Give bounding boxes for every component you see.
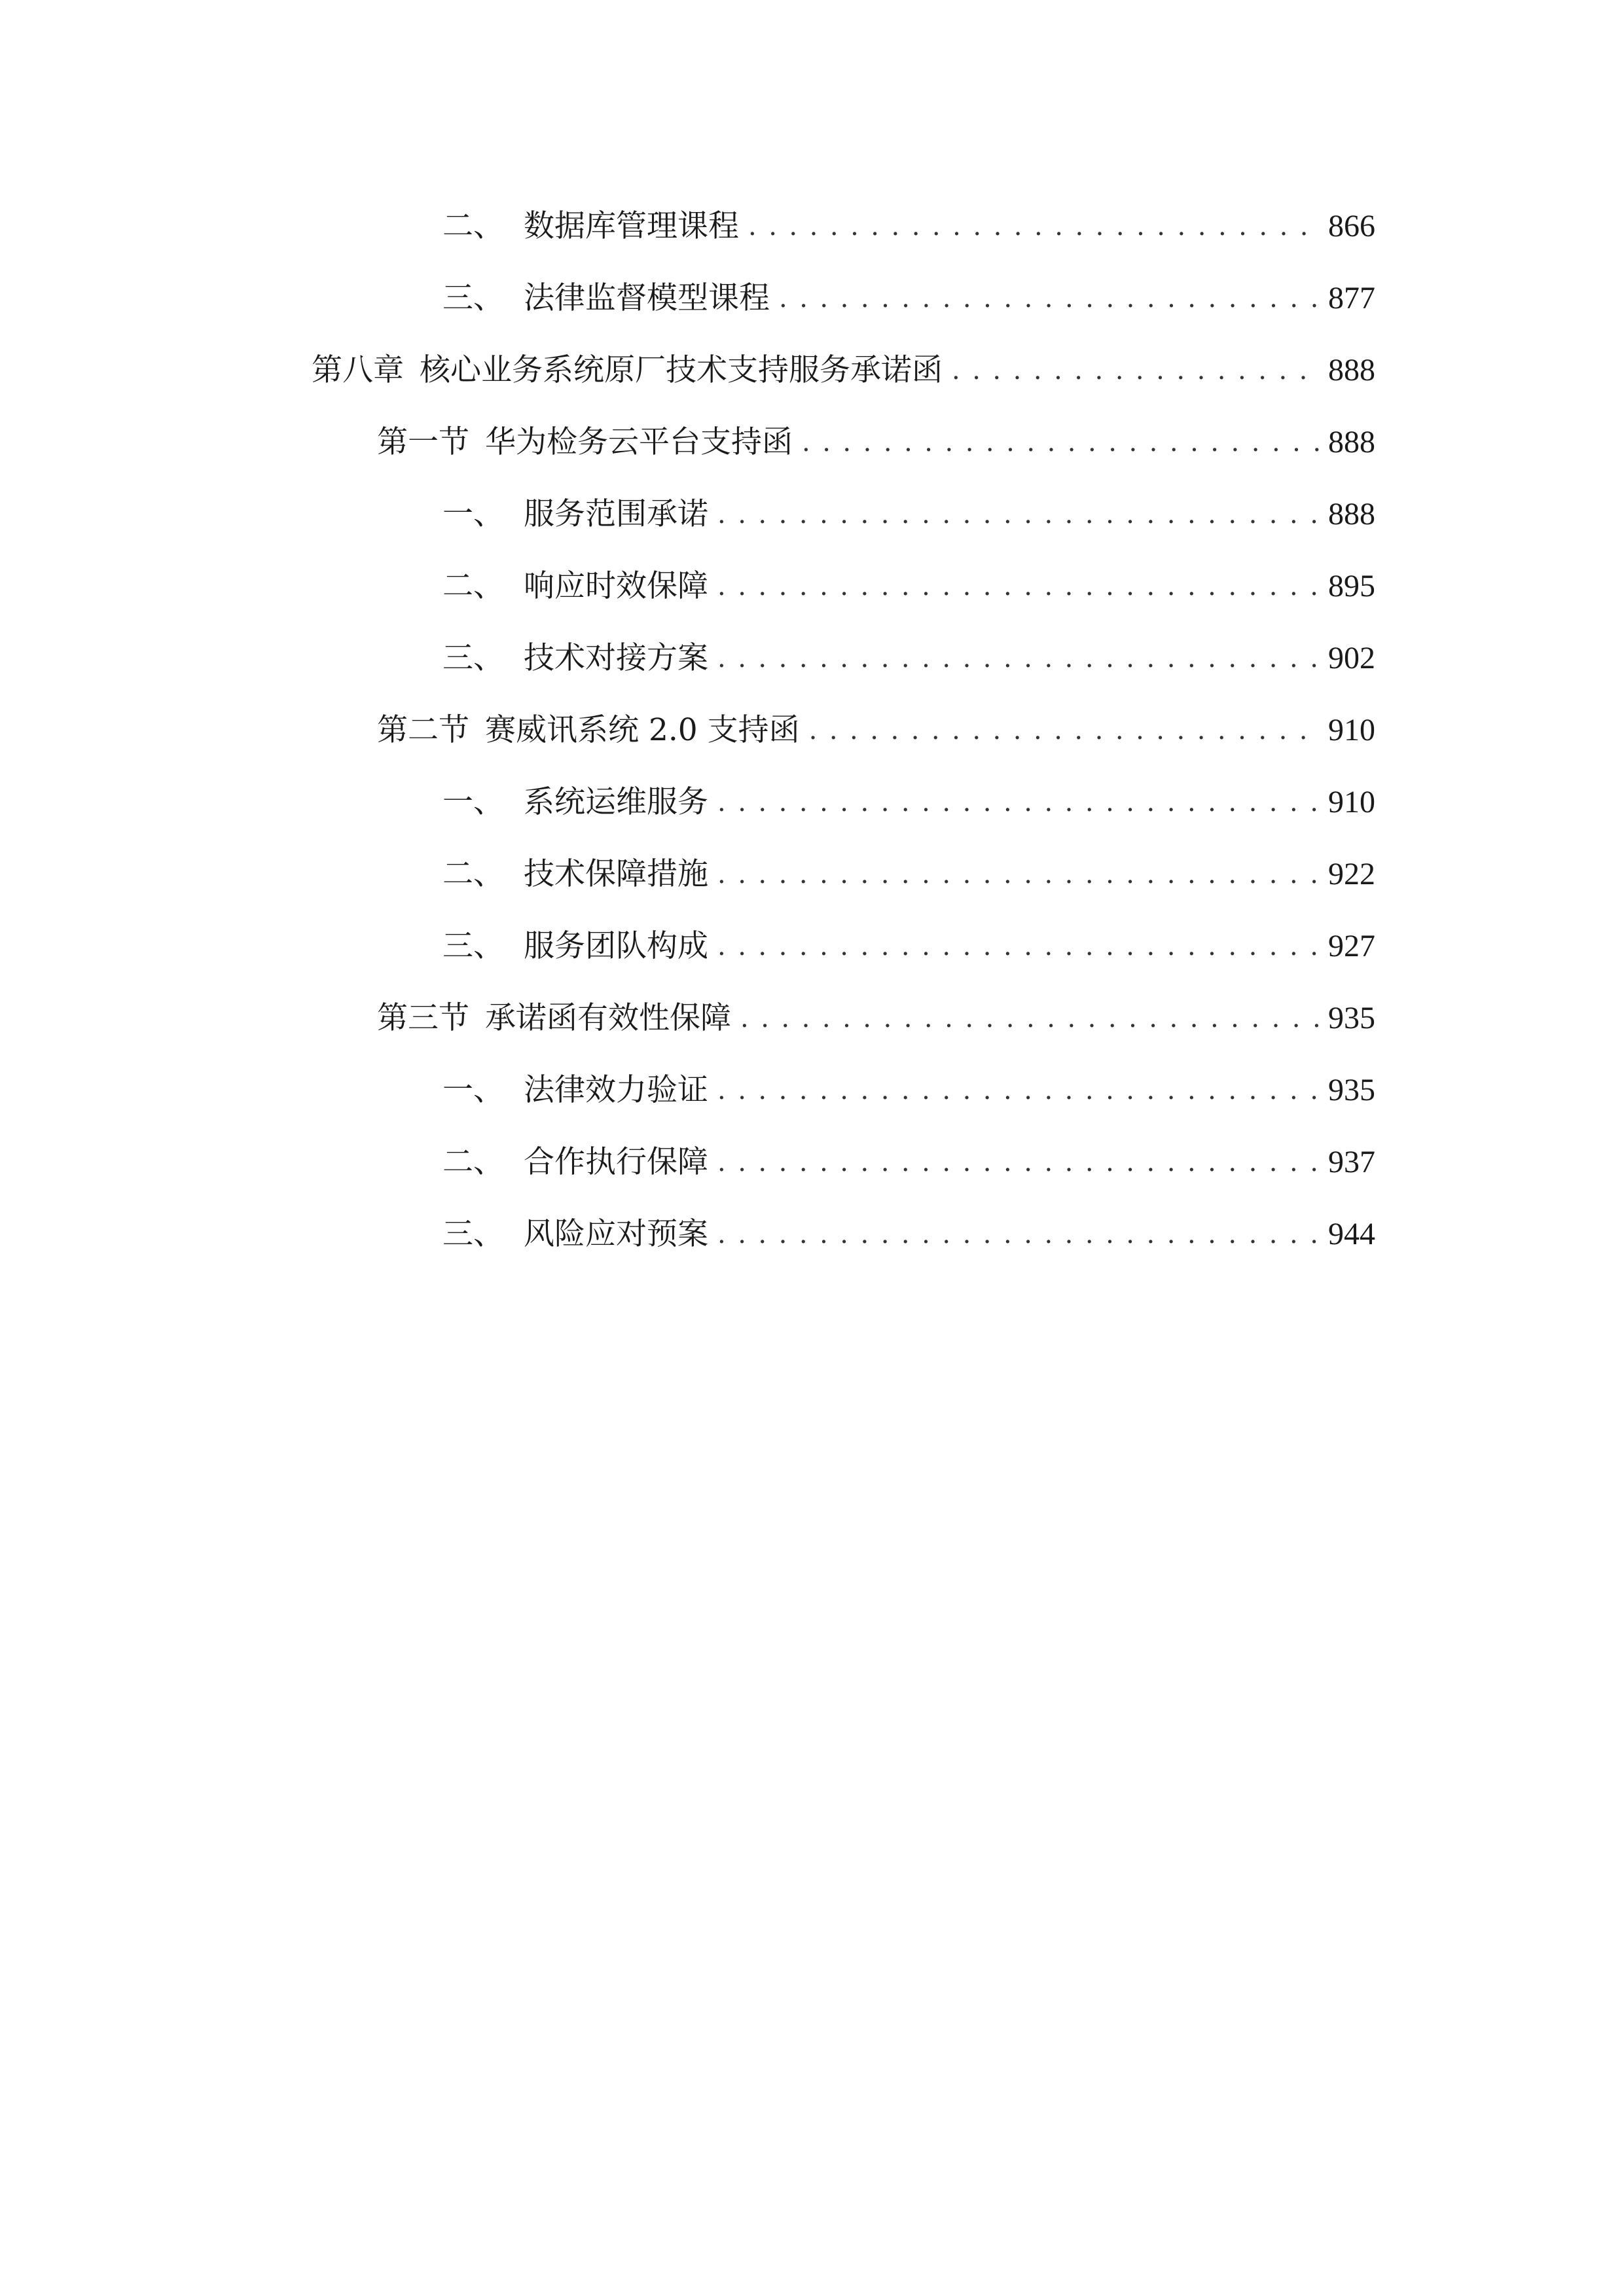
toc-entry-page: 937 bbox=[1328, 1145, 1375, 1179]
toc-entry[interactable] bbox=[442, 1208, 1375, 1261]
toc-entry[interactable] bbox=[442, 1136, 1375, 1189]
dot-leader bbox=[717, 848, 1319, 901]
toc-entry-page: 895 bbox=[1328, 569, 1375, 603]
toc-entry-title: 法律监督模型课程 bbox=[524, 280, 770, 316]
toc-entry[interactable] bbox=[442, 1064, 1375, 1117]
dot-leader bbox=[717, 920, 1319, 973]
toc-entry-page: 927 bbox=[1328, 929, 1375, 963]
toc-entry-number: 三、 bbox=[442, 928, 504, 964]
toc-entry-page: 888 bbox=[1328, 497, 1375, 531]
dot-leader bbox=[748, 200, 1319, 253]
toc-entry-number: 二、 bbox=[442, 568, 504, 604]
dot-leader bbox=[809, 704, 1319, 757]
toc-entry[interactable] bbox=[442, 272, 1375, 325]
toc-entry-title: 核心业务系统原厂技术支持服务承诺函 bbox=[420, 352, 943, 388]
toc-entry[interactable] bbox=[442, 560, 1375, 613]
dot-leader bbox=[717, 776, 1319, 829]
toc-entry-title: 数据库管理课程 bbox=[524, 208, 739, 244]
toc-entry[interactable] bbox=[442, 776, 1375, 829]
toc-entry[interactable] bbox=[442, 920, 1375, 973]
toc-entry-page: 877 bbox=[1328, 281, 1375, 315]
toc-entry-page: 902 bbox=[1328, 641, 1375, 675]
toc-entry-number: 第三节 bbox=[377, 1000, 469, 1036]
toc-entry-title: 系统运维服务 bbox=[524, 784, 708, 820]
toc-entry-number: 一、 bbox=[442, 784, 504, 820]
toc-entry-page: 944 bbox=[1328, 1217, 1375, 1251]
toc-entry-number: 一、 bbox=[442, 496, 504, 532]
dot-leader bbox=[717, 1136, 1319, 1189]
toc-entry-number: 二、 bbox=[442, 208, 504, 244]
dot-leader bbox=[740, 992, 1319, 1045]
toc-entry-page: 866 bbox=[1328, 209, 1375, 243]
toc-entry-number: 第二节 bbox=[377, 712, 469, 748]
toc-entry[interactable] bbox=[442, 848, 1375, 901]
dot-leader bbox=[779, 272, 1319, 325]
toc-entry-section[interactable] bbox=[377, 704, 1375, 757]
toc-entry-title: 承诺函有效性保障 bbox=[485, 1000, 731, 1036]
toc-entry-number: 第一节 bbox=[377, 424, 469, 460]
dot-leader bbox=[717, 488, 1319, 541]
dot-leader bbox=[717, 632, 1319, 685]
dot-leader bbox=[717, 1208, 1319, 1261]
toc-entry[interactable] bbox=[442, 488, 1375, 541]
toc-entry-page: 935 bbox=[1328, 1001, 1375, 1035]
toc-entry-section[interactable] bbox=[377, 416, 1375, 469]
toc-entry-page: 922 bbox=[1328, 857, 1375, 891]
toc-entry-number: 第八章 bbox=[312, 352, 404, 388]
toc-entry-page: 888 bbox=[1328, 353, 1375, 387]
toc-entry-page: 910 bbox=[1328, 713, 1375, 747]
toc-entry-number: 一、 bbox=[442, 1072, 504, 1108]
dot-leader bbox=[952, 344, 1319, 397]
toc-entry-title: 技术对接方案 bbox=[524, 640, 708, 676]
toc-entry-page: 888 bbox=[1328, 425, 1375, 459]
dot-leader bbox=[717, 560, 1319, 613]
toc-entry-title: 华为检务云平台支持函 bbox=[485, 424, 793, 460]
toc-entry-number: 三、 bbox=[442, 1216, 504, 1252]
toc-entry-number: 二、 bbox=[442, 1144, 504, 1180]
toc-entry-title: 服务范围承诺 bbox=[524, 496, 708, 532]
dot-leader bbox=[717, 1064, 1319, 1117]
toc-entry-title: 技术保障措施 bbox=[524, 856, 708, 892]
toc-entry-title: 响应时效保障 bbox=[524, 568, 708, 604]
toc-entry-number: 三、 bbox=[442, 640, 504, 676]
toc-entry-title: 风险应对预案 bbox=[524, 1216, 708, 1252]
toc-entry-chapter[interactable] bbox=[312, 344, 1375, 397]
toc-entry-title: 服务团队构成 bbox=[524, 928, 708, 964]
toc-entry-number: 二、 bbox=[442, 856, 504, 892]
toc-entry-page: 935 bbox=[1328, 1073, 1375, 1107]
toc-entry-title: 合作执行保障 bbox=[524, 1144, 708, 1180]
toc-entry-page: 910 bbox=[1328, 785, 1375, 819]
toc-entry-title: 赛威讯系统 2.0 支持函 bbox=[485, 712, 800, 748]
toc-entry[interactable] bbox=[442, 200, 1375, 253]
toc-entry-title: 法律效力验证 bbox=[524, 1072, 708, 1108]
dot-leader bbox=[802, 416, 1319, 469]
toc-entry-number: 三、 bbox=[442, 280, 504, 316]
toc-entry[interactable] bbox=[442, 632, 1375, 685]
toc-entry-section[interactable] bbox=[377, 992, 1375, 1045]
